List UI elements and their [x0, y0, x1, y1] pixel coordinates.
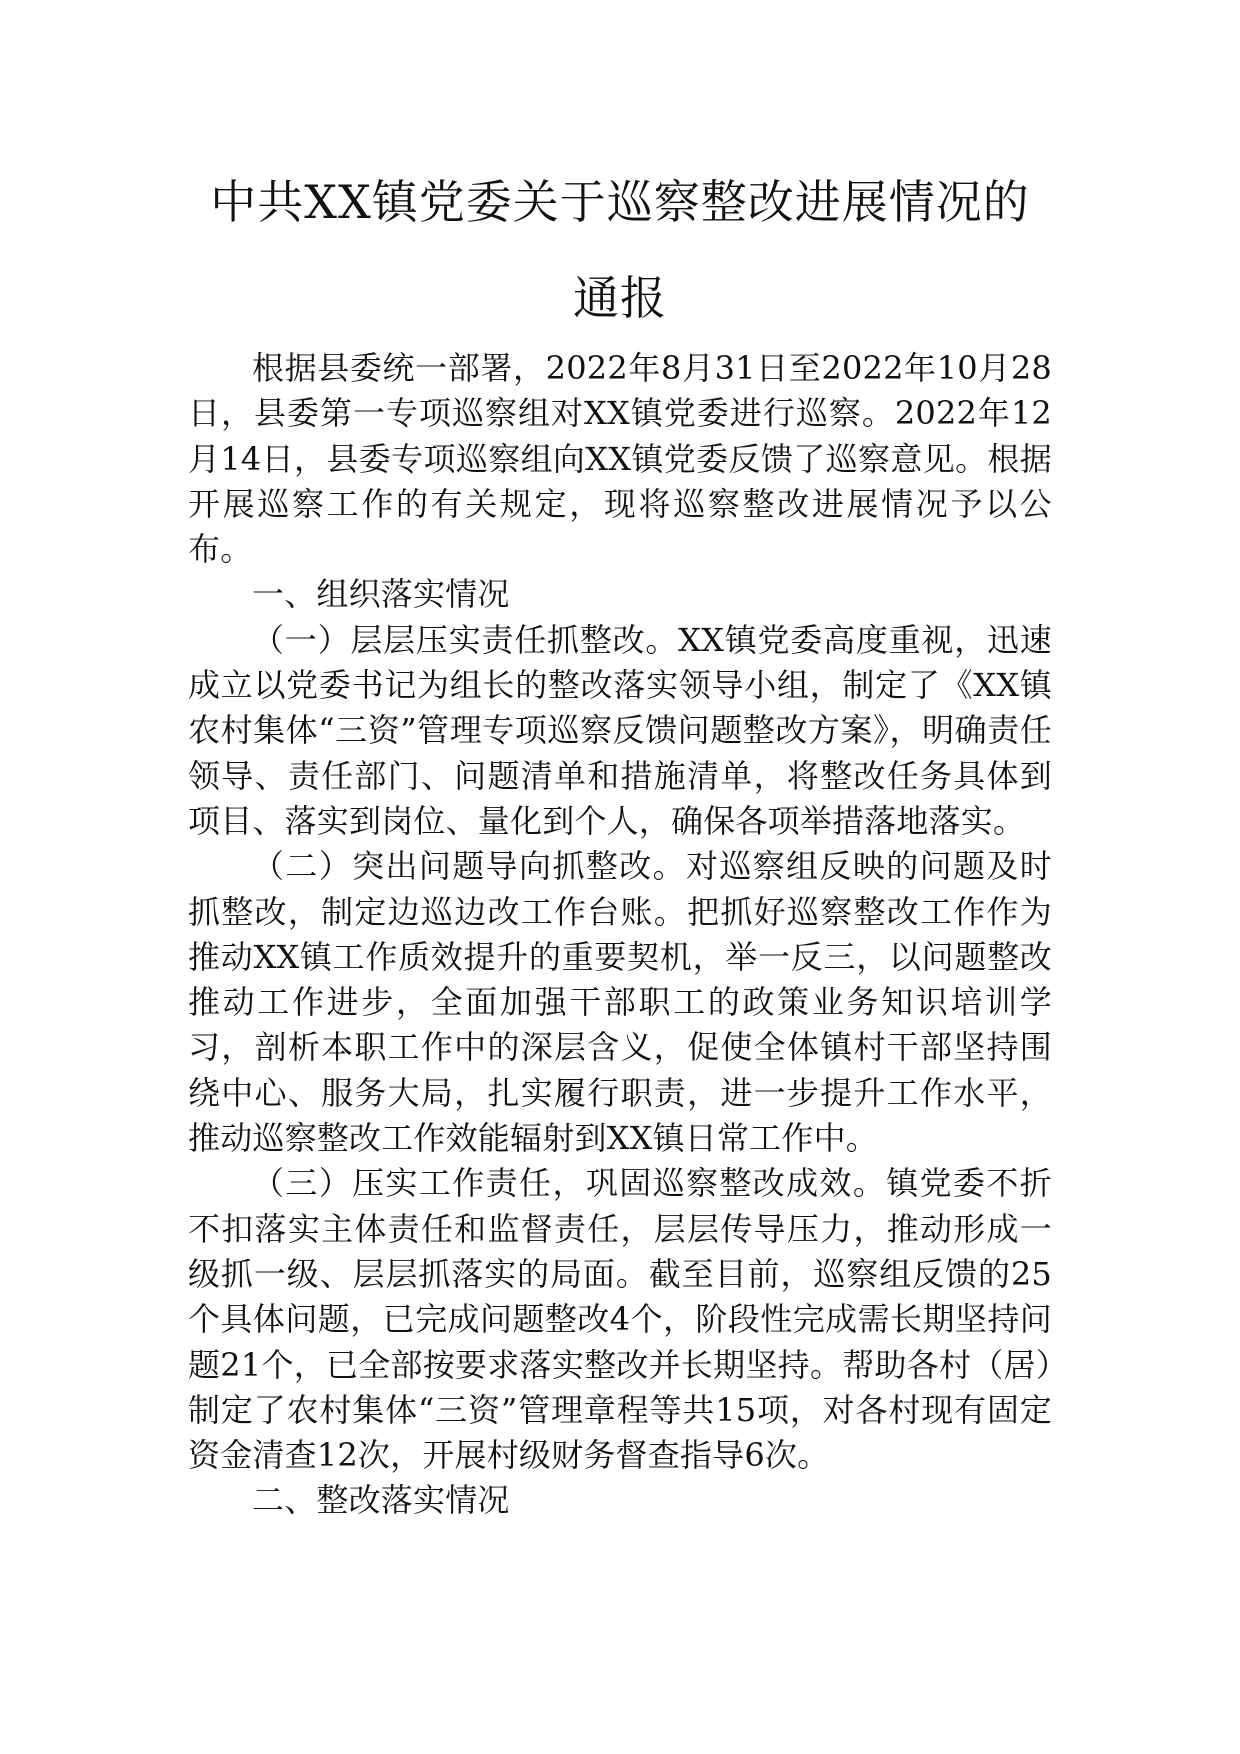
paragraph-item-3: （三）压实工作责任，巩固巡察整改成效。镇党委不折不扣落实主体责任和监督责任，层层传导压力，推动形成一级抓一级、层层抓落实的局面。截至目前，巡察组反馈的25个具体问题，已完成问题整改4个，阶段性完成需长期坚持问题21个，已全部按要求落实整改并长期坚持。帮助各村（居）制定了农村集体“三资”管理章程等共15项，对各村现有固定资金清查12次，开展村级财务督查指导6次。: [188, 1164, 1052, 1475]
section-heading-organization: 一、组织落实情况: [252, 575, 510, 614]
paragraph-item-2: （二）突出问题导向抓整改。对巡察组反映的问题及时抓整改，制定边巡边改工作台账。把抓好巡察整改工作作为推动XX镇工作质效提升的重要契机，举一反三，以问题整改推动工作进步，全面加强干部职工的政策业务知识培训学习，剖析本职工作中的深层含义，促使全体镇村干部坚持围绕中心、服务大局，扎实履行职责，进一步提升工作水平，推动巡察整改工作效能辐射到XX镇日常工作中。: [188, 847, 1052, 1158]
paragraph-item-1: （一）层层压实责任抓整改。XX镇党委高度重视，迅速成立以党委书记为组长的整改落实领导小组，制定了《XX镇农村集体“三资”管理专项巡察反馈问题整改方案》，明确责任领导、责任部门、问题清单和措施清单，将整改任务具体到项目、落实到岗位、量化到个人，确保各项举措落地落实。: [188, 620, 1052, 840]
section-heading-rectification: 二、整改落实情况: [252, 1481, 510, 1520]
document-body: [188, 154, 1052, 1524]
document-title: 中共XX镇党委关于巡察整改进展情况的通报: [210, 175, 1030, 325]
intro-paragraph: 根据县委统一部署，2022年8月31日至2022年10月28日，县委第一专项巡察组对XX镇党委进行巡察。2022年12月14日，县委专项巡察组向XX镇党委反馈了巡察意见。根据开展巡察工作的有关规定，现将巡察整改进展情况予以公布。: [188, 349, 1052, 569]
